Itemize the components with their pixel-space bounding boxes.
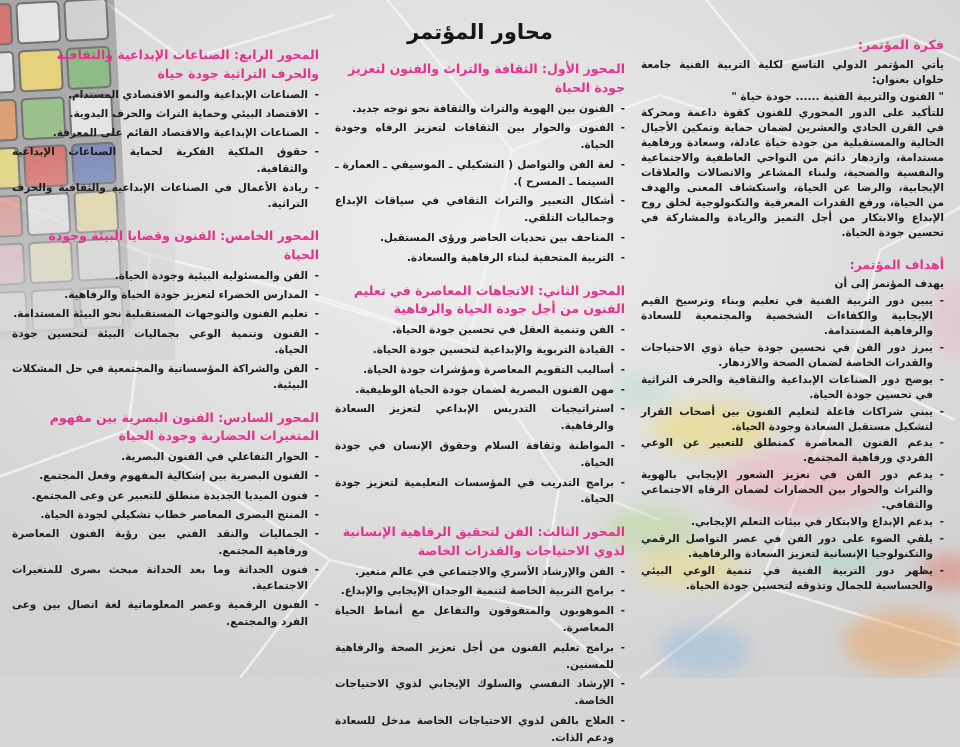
topic-item: - يبين دور التربية الفنية في تعليم وبناء وترسيخ القيم الإيجابية والكفاءات الشخصية والمجتمعية للسعادة والرفاهية المستدامة. (641, 294, 944, 339)
topic-item: - العلاج بالفن لذوي الاحتياجات الخاصة مدخل للسعادة ودعم الذات. (335, 713, 625, 747)
axis-3-title: المحور الثالث: الفن لتحقيق الرفاهية الإنسانية لذوي الاحتياجات والقدرات الخاصة (342, 524, 625, 558)
axis-3-topics (335, 564, 625, 747)
section-axis-1 (335, 60, 625, 267)
conference-motto: " الفنون والتربية الفنية ...... جودة حياة " (731, 90, 944, 103)
conference-objectives-title: أهداف المؤتمر: (849, 256, 944, 272)
topic-item: - استراتيجيات التدريس الإبداعي لتعزيز السعادة والرفاهية. (335, 401, 625, 435)
topic-item: - القيادة التربوية والإبداعية لتحسين جودة الحياة. (335, 342, 625, 359)
topic-item: - يدعم الفنون المعاصرة كمنطلق للتعبير عن الوعي الفردي ورفاهية المجتمع. (641, 436, 944, 466)
topic-item: - الصناعات الإبداعية والاقتصاد القائم على المعرفة. (12, 125, 319, 141)
topic-item: - الإرشاد النفسي والسلوك الإيجابي لذوي الاحتياجات الخاصة. (335, 676, 625, 710)
topic-item: - يظهر دور التربية الفنية في تنمية الوعي البيئي والحساسية للجمال وتذوقه لتحسين جودة الحياة. (641, 564, 944, 594)
topic-item: - ريادة الأعمال في الصناعات الإبداعية والثقافية والحرف التراثية. (12, 180, 319, 213)
topic-item: - المنتج البصرى المعاصر خطاب تشكيلي لجودة الحياة. (12, 507, 319, 523)
axis-6-title: المحور السادس: الفنون البصرية بين مفهوم المتغيرات الحضارية وجودة الحياة (49, 409, 319, 444)
section-conference-objectives (641, 256, 944, 594)
topic-item: - الصناعات الإبداعية والنمو الاقتصادي المستدام. (12, 87, 319, 103)
axis-1-title: المحور الأول: الثقافة والتراث والفنون لتعزيز جودة الحياة (348, 61, 625, 95)
topic-item: - الجماليات والنقد الفني بين رؤية الفنون المعاصرة ورفاهية المجتمع. (12, 526, 319, 559)
topic-item: - أشكال التعبير والتراث الثقافي في سياقات الإبداع وجماليات التلقي. (335, 193, 625, 227)
topic-item: - الفن والمسئولية البيئية وجودة الحياة. (12, 268, 319, 284)
objectives-intro: يهدف المؤتمر إلى أن (834, 278, 944, 291)
topic-item: - يدعم دور الفن في تعزيز الشعور الإيجابي بالهوية والتراث والحوار بين الحضارات لضمان الرفاه الاجتماعي والثقافي. (641, 468, 944, 513)
objectives-list (641, 294, 944, 593)
axis-6-topics (12, 449, 319, 630)
topic-item: - يدعم الإبداع والابتكار في بيئات التعلم الإيجابي. (641, 515, 944, 530)
topic-item: - حقوق الملكية الفكرية لحماية الصناعات الإبداعية والثقافية. (12, 144, 319, 177)
topic-item: - فنون الميديا الجديدة منطلق للتعبير عن وعى المجتمع. (12, 488, 319, 504)
topic-item: - أساليب التقويم المعاصرة ومؤشرات جودة الحياة. (335, 362, 625, 379)
topic-item: - يبرز دور الفن في تحسين جودة حياة ذوي الاحتياجات والقدرات الخاصة لضمان الصحة والازدهار. (641, 341, 944, 371)
idea-paragraph: يأتي المؤتمر الدولي التاسع لكلية التربية الفنية جامعة حلوان بعنوان: (641, 58, 944, 86)
topic-item: - برامج التدريب في المؤسسات التعليمية لتعزيز جودة الحياة. (335, 475, 625, 509)
topic-item: - المتاحف بين تحديات الحاضر ورؤى المستقبل. (335, 230, 625, 247)
section-axis-6 (12, 409, 319, 630)
topic-item: - برامج تعليم الفنون من أجل تعزيز الصحة والرفاهية للمسنين. (335, 640, 625, 674)
section-axis-3 (335, 523, 625, 746)
axis-5-title: المحور الخامس: الفنون وقضايا البيئة وجودة الحياة (48, 228, 319, 263)
column-axes-4-6 (12, 6, 319, 678)
topic-item: - لغة الفن والتواصل ( التشكيلي ـ الموسيقي ـ العمارة ـ السينما ـ المسرح ). (335, 157, 625, 191)
section-axis-5 (12, 227, 319, 393)
axis-4-topics (12, 87, 319, 213)
topic-item: - فنون الحداثة وما بعد الحداثة مبحث بصرى للمتغيرات الاجتماعية. (12, 562, 319, 595)
topic-item: - الفنون والحوار بين الثقافات لتعزيز الرفاه وجودة الحياة. (335, 120, 625, 154)
axis-2-title: المحور الثاني: الاتجاهات المعاصرة في تعليم الفنون من أجل جودة الحياة والرفاهية (353, 282, 625, 317)
topic-item: - يبني شراكات فاعلة لتعليم الفنون بين أصحاب القرار لتشكيل مستقبل السعادة وجودة الحياة. (641, 405, 944, 435)
topic-item: - الفنون وتنمية الوعي بجماليات البيئة لتحسين جودة الحياة. (12, 326, 319, 359)
topic-item: - يوضح دور الصناعات الإبداعية والثقافية والحرف التراثية في تحسين جودة الحياة. (641, 373, 944, 403)
topic-item: - الفنون الرقمية وعصر المعلوماتية لغة اتصال بين وعى الفرد والمجتمع. (12, 597, 319, 630)
axis-2-topics (335, 322, 625, 508)
conference-idea-title: فكرة المؤتمر: (857, 37, 944, 52)
topic-item: - الاقتصاد البيئي وحماية التراث والحرف اليدوية. (12, 106, 319, 122)
topic-item: - برامج التربية الخاصة لتنمية الوجدان الإيجابي والإبداع. (335, 583, 625, 600)
axis-1-topics (335, 101, 625, 267)
topic-item: - الفنون البصرية بين إشكالية المفهوم وفعل المجتمع. (12, 468, 319, 484)
axis-4-title: المحور الرابع: الصناعات الإبداعية والثقافية والحرف التراثية جودة حياة (56, 47, 319, 81)
axis-5-topics (12, 268, 319, 394)
topic-item: - الفنون بين الهوية والتراث والثقافة نحو توجه جديد. (335, 101, 625, 118)
column-axes-1-3 (335, 6, 625, 744)
topic-item: - مهن الفنون البصرية لضمان جودة الحياة الوظيفية. (335, 382, 625, 399)
topic-item: - الحوار التفاعلي في الفنون البصرية. (12, 449, 319, 465)
column-overview (641, 6, 944, 678)
page-title: محاور المؤتمر (407, 20, 553, 44)
section-axis-2 (335, 282, 625, 508)
topic-item: - المواطنة وثقافة السلام وحقوق الإنسان في جودة الحياة. (335, 438, 625, 472)
topic-item: - الموهوبون والمتفوقون والتفاعل مع أنماط الحياة المعاصرة. (335, 603, 625, 637)
topic-item: - الفن وتنمية العقل في تحسين جودة الحياة. (335, 322, 625, 339)
section-conference-idea (641, 36, 944, 241)
topic-item: - التربية المتحفية لبناء الرفاهية والسعادة. (335, 250, 625, 267)
topic-item: - يلقي الضوء على دور الفن في عصر التواصل الرقمي والتكنولوجيا الإنسانية لتعزيز السعادة والرفاهية. (641, 532, 944, 562)
topic-item: - المدارس الخضراء لتعزيز جودة الحياة والرفاهية. (12, 287, 319, 303)
topic-item: - الفن والشراكة المؤسساتية والمجتمعية في حل المشكلات البيئية. (12, 361, 319, 394)
idea-paragraph: للتأكيد على الدور المحوري للفنون كقوة داعمة ومحركة في القرن الحادي والعشرين لضمان حماية وتمكين الأجيال الحالية والمستقبلية من جودة حياة عادلة، وسعادة ورفاهية مستدامة، وازدهار دائم من النواحي العاطفية والاجتماعية والنفسية والصحية، ولبناء المشاعر والاتصالات والعلاقات الإيجابية، والرضا عن الحياة، واستكشاف المعنى والهدف من الحياة، ورفع القدرات المعرفية والتكنولوجية لخلق روح الإبداع والابتكار من أجل التميز والريادة والمشاركة في تحسين جودة الحياة. (641, 107, 944, 239)
topic-item: - تعليم الفنون والتوجهات المستقبلية نحو البيئة المستدامة. (12, 306, 319, 322)
topic-item: - الفن والإرشاد الأسري والاجتماعي في عالم متغير. (335, 564, 625, 581)
section-axis-4 (12, 46, 319, 212)
